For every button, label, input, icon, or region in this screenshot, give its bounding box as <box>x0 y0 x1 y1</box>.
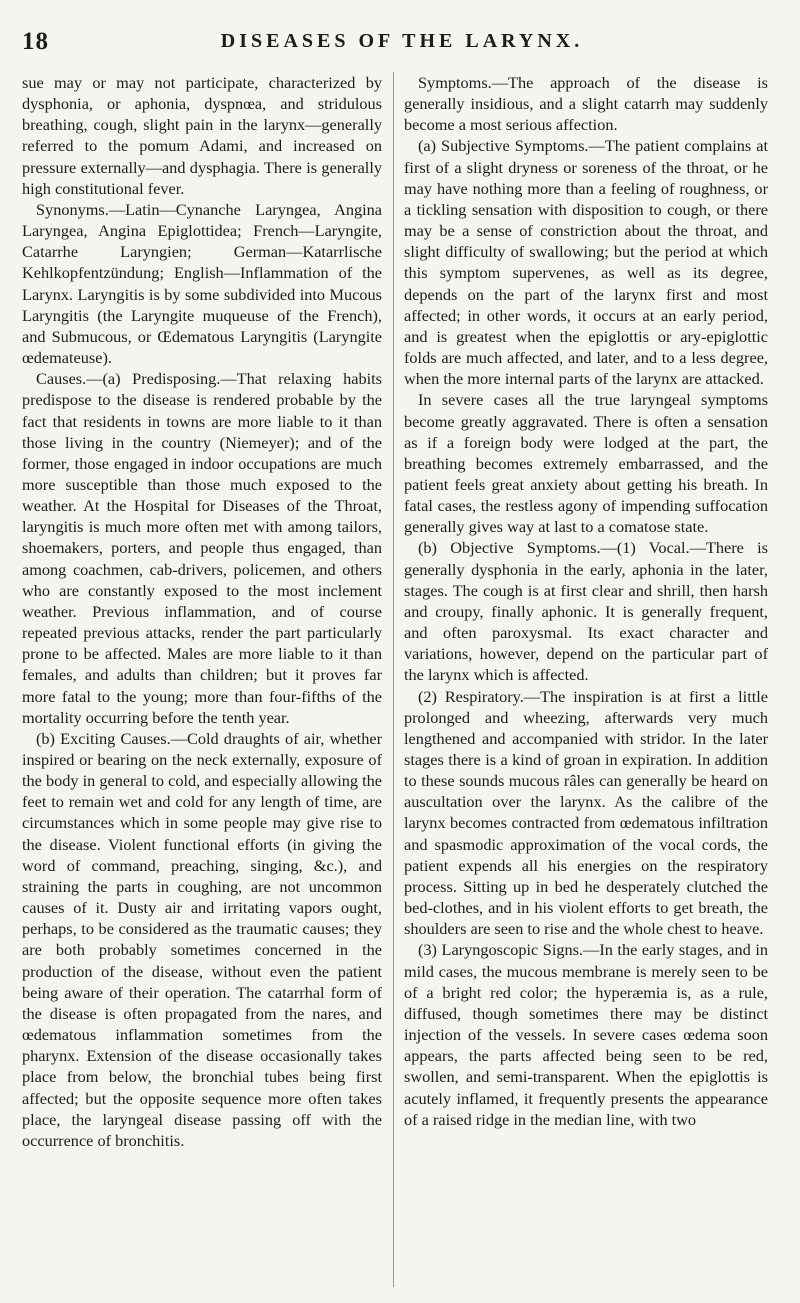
definition-continuation-paragraph: sue may or may not participate, characterized by dysphonia, or aphonia, dyspnœa, and stridulous breathing, cough, slight pain in the larynx—generally referred to the pomum Adami, and increased on pressure externally—and dysphagia. There is generally high constitutional fever. <box>22 73 382 198</box>
page-number: 18 <box>22 28 49 55</box>
respiratory-symptoms-paragraph: (2) Respiratory.—The inspiration is at first a little prolonged and wheezing, afterwards very much lengthened and accompanied with stridor. In the later stages there is a kind of groan in expiration. In addition to these sounds mucous râles can generally be heard on auscultation over the larynx. As the calibre of the larynx becomes contracted from œdematous infiltration and spasmodic approximation of the vocal cords, the patient expends all his energies on the respiratory process. Sitting up in bed he desperately clutched the bed-clothes, and in his violent efforts to get breath, the shoulders are seen to rise and the whole chest to heave. <box>404 686 768 939</box>
severe-cases-paragraph: In severe cases all the true laryngeal symptoms become greatly aggravated. There is often a sensation as if a foreign body were lodged at the part, the breathing becomes extremely embarrassed, and the patient feels great anxiety about getting his breath. In fatal cases, the restless agony of impending suffocation generally gives way at last to a comatose state. <box>404 390 768 537</box>
right-column <box>404 72 768 1130</box>
synonyms-paragraph: Synonyms.—Latin—Cynanche Laryngea, Angina Laryngea, Angina Epiglottidea; French—Laryngite, Catarrhe Laryngien; German—Katarrlische Kehlkopfentzündung; English—Inflammation of the Larynx. Laryngitis is by some subdivided into Mucous Laryngitis (the Laryngite muqueuse of the French), and Submucous, or Œdematous Laryngitis (Laryngite œdemateuse). <box>22 199 382 368</box>
column-divider <box>393 72 394 1287</box>
exciting-causes-paragraph: (b) Exciting Causes.—Cold draughts of air, whether inspired or bearing on the neck externally, exposure of the body in general to cold, and especially allowing the feet to remain wet and cold for any length of time, are circumstances which in some people may give rise to the disease. Violent functional efforts (in giving the word of command, preaching, singing, &c.), and straining the parts in coughing, are not uncommon causes of it. Dusty air and irritating vapors ought, perhaps, to be considered as the traumatic causes; they are both probably sometimes concerned in the production of the disease, without even the patient being aware of their operation. The catarrhal form of the disease is often propagated from the nares, and œdematous inflammation sometimes from the pharynx. Extension of the disease occasionally takes place from below, the bronchial tubes being first affected; but the opposite sequence more often takes place, the laryngeal disease passing off with the occurrence of bronchitis. <box>22 728 382 1150</box>
laryngoscopic-signs-paragraph: (3) Laryngoscopic Signs.—In the early stages, and in mild cases, the mucous membrane is merely seen to be of a bright red color; the hyperæmia is, as a rule, diffused, though sometimes there may be distinct injection of the vessels. In severe cases œdema soon appears, the parts affected being seen to be red, swollen, and semi-transparent. When the epiglottis is acutely inflamed, it frequently presents the appearance of a raised ridge in the median line, with two <box>404 940 768 1129</box>
vocal-symptoms-paragraph: (b) Objective Symptoms.—(1) Vocal.—There is generally dysphonia in the early, aphonia in the later, stages. The cough is at first clear and shrill, then harsh and croupy, finally aphonic. It is generally frequent, and often paroxysmal. Its exact character and variations, however, depend on the particular part of the larynx which is affected. <box>404 538 768 685</box>
left-column <box>22 72 382 1151</box>
symptoms-intro-paragraph: Symptoms.—The approach of the disease is generally insidious, and a slight catarrh may suddenly become a most serious affection. <box>404 73 768 135</box>
subjective-symptoms-paragraph: (a) Subjective Symptoms.—The patient complains at first of a slight dryness or soreness of the throat, or he may have nothing more than a feeling of roughness, or a tickling sensation with disposition to cough, or there may be a sense of constriction about the throat, and slight difficulty of swallowing; but the period at which this symptom supervenes, as well as its degree, depends on the part of the larynx first and most affected; in other words, it occurs at an early period, and is greatest when the epiglottis or ary-epiglottic folds are much affected, and later, and to a less degree, when the more internal parts of the larynx are attacked. <box>404 136 768 389</box>
page-header <box>22 28 782 58</box>
predisposing-causes-paragraph: Causes.—(a) Predisposing.—That relaxing habits predispose to the disease is rendered probable by the fact that residents in towns are more liable to it than those living in the country (Niemeyer); and of the former, those engaged in indoor occupations are much more susceptible than those much exposed to the weather. At the Hospital for Diseases of the Throat, laryngitis is much more often met with among tailors, shoemakers, porters, and people thus engaged, than among coachmen, cab-drivers, policemen, and others who are constantly exposed to the most inclement weather. Previous inflammation, and of course repeated previous attacks, render the part particularly prone to be affected. Males are more liable to it than females, and adults than children; but it proves far more fatal to the young; more than four-fifths of the mortality occurring before the tenth year. <box>22 369 382 727</box>
running-title: DISEASES OF THE LARYNX. <box>220 30 584 52</box>
